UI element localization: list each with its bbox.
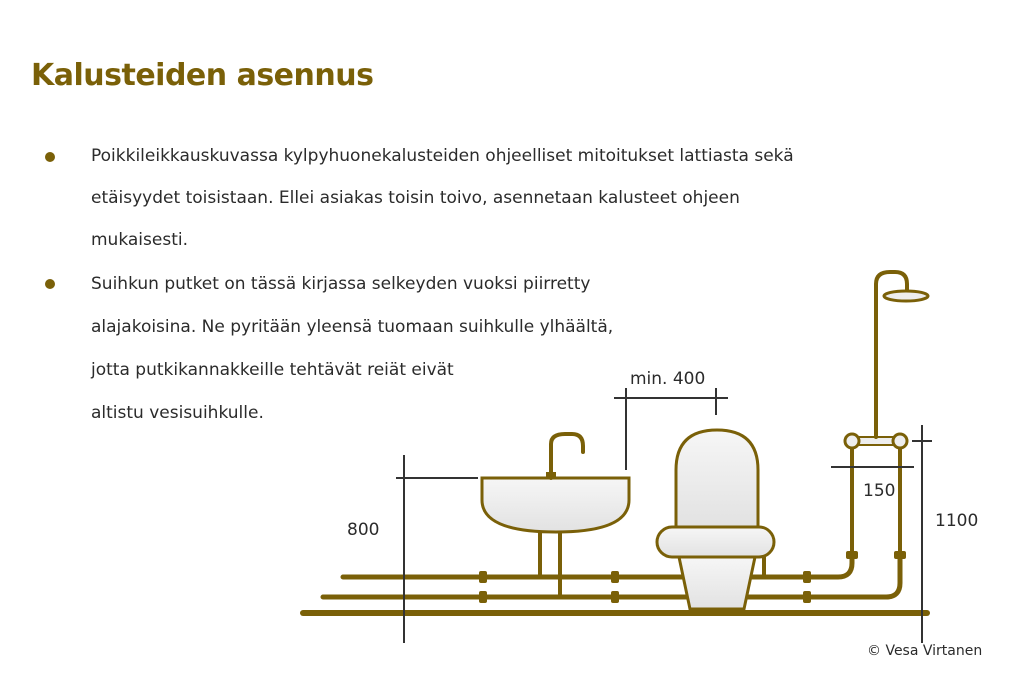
bullet-2-line-2: alajakoisina. Ne pyritään yleensä tuomaan suihkulle ylhäältä, (91, 317, 614, 337)
bullet-1-line-2: etäisyydet toisistaan. Ellei asiakas toisin toivo, asennetaan kalusteet ohjeen (91, 188, 740, 208)
toilet-seat (657, 527, 774, 557)
dimension-label-min-400: min. 400 (630, 369, 706, 389)
copyright-notice: © Vesa Virtanen (867, 643, 983, 659)
dimension-label-800: 800 (347, 520, 380, 540)
slide-title: Kalusteiden asennus (31, 58, 374, 93)
bullet-2-line-3: jotta putkikannakkeille tehtävät reiät eivät (91, 360, 454, 380)
sink-faucet (551, 434, 583, 478)
toilet-tank (676, 430, 758, 527)
shower-head (884, 291, 928, 301)
sink-faucet-base (546, 472, 556, 479)
toilet-pedestal (679, 557, 755, 609)
upper-pipe (343, 555, 852, 577)
bullet-1-line-3: mukaisesti. (91, 230, 188, 250)
bullet-1-line-1: Poikkileikkauskuvassa kylpyhuonekalusteiden ohjeelliset mitoitukset lattiasta sekä (91, 146, 794, 166)
dimension-label-1100: 1100 (935, 511, 979, 531)
sink-risers (540, 530, 560, 597)
dimension-label-150: 150 (863, 481, 896, 501)
bullet-2-line-4: altistu vesisuihkulle. (91, 403, 264, 423)
bullet-2-line-1: Suihkun putket on tässä kirjassa selkeyden vuoksi piirretty (91, 274, 591, 294)
sink-basin (482, 478, 629, 532)
